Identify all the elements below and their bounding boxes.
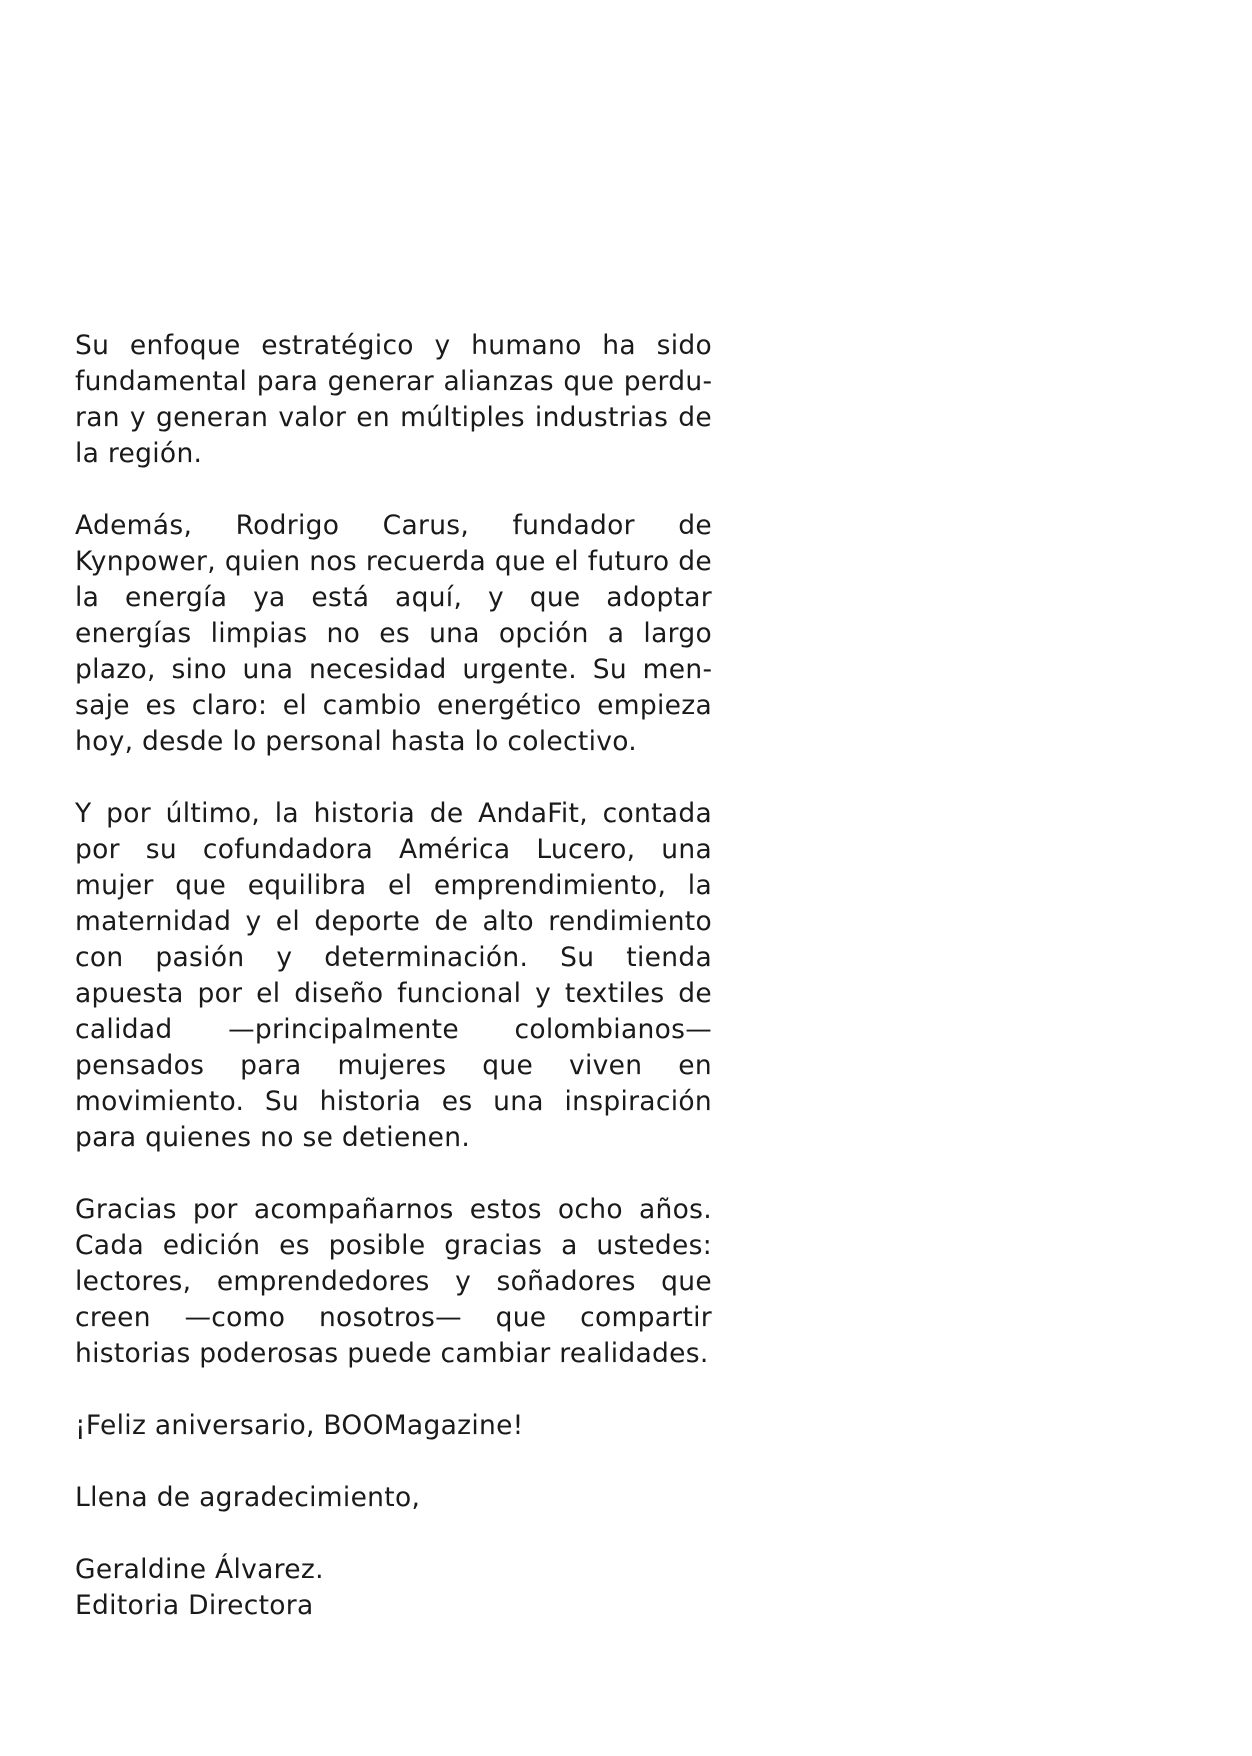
paragraph-gratitude: Gracias por acompañarnos estos ocho años. Cada edición es posible gracias a ustedes: lectores, emprendedores y soñadores que creen —como nosotros— que compartir historias poderosas puede cambiar realidades. — [75, 1194, 712, 1369]
paragraph-alliances: Su enfoque estratégico y humano ha sido fundamental para generar alianzas que perduran y generan valor en múltiples industrias de la región. — [75, 330, 712, 469]
closing-wish: ¡Feliz aniversario, BOOMagazine! — [75, 1410, 524, 1441]
letter-body — [75, 328, 712, 1624]
signature-name: Geraldine Álvarez. — [75, 1554, 324, 1585]
signature-block — [75, 1552, 712, 1624]
signature-title: Editoria Directora — [75, 1590, 314, 1621]
paragraph-andafit: Y por último, la historia de AndaFit, contada por su cofundadora América Lucero, una mujer que equilibra el emprendimiento, la maternidad y el deporte de alto rendimiento con pasión y determinación. Su tienda apuesta por el diseño funcional y textiles de calidad —principalmente colombianos— pensados para mujeres que viven en movimiento. Su historia es una inspiración para quienes no se detienen. — [75, 798, 712, 1153]
paragraph-kynpower: Además, Rodrigo Carus, fundador de Kynpower, quien nos recuerda que el futuro de la energía ya está aquí, y que adoptar energías limpias no es una opción a largo plazo, sino una necesidad urgente. Su mensaje es claro: el cambio energético empieza hoy, desde lo personal hasta lo colectivo. — [75, 510, 712, 757]
sign-off: Llena de agradecimiento, — [75, 1482, 421, 1513]
